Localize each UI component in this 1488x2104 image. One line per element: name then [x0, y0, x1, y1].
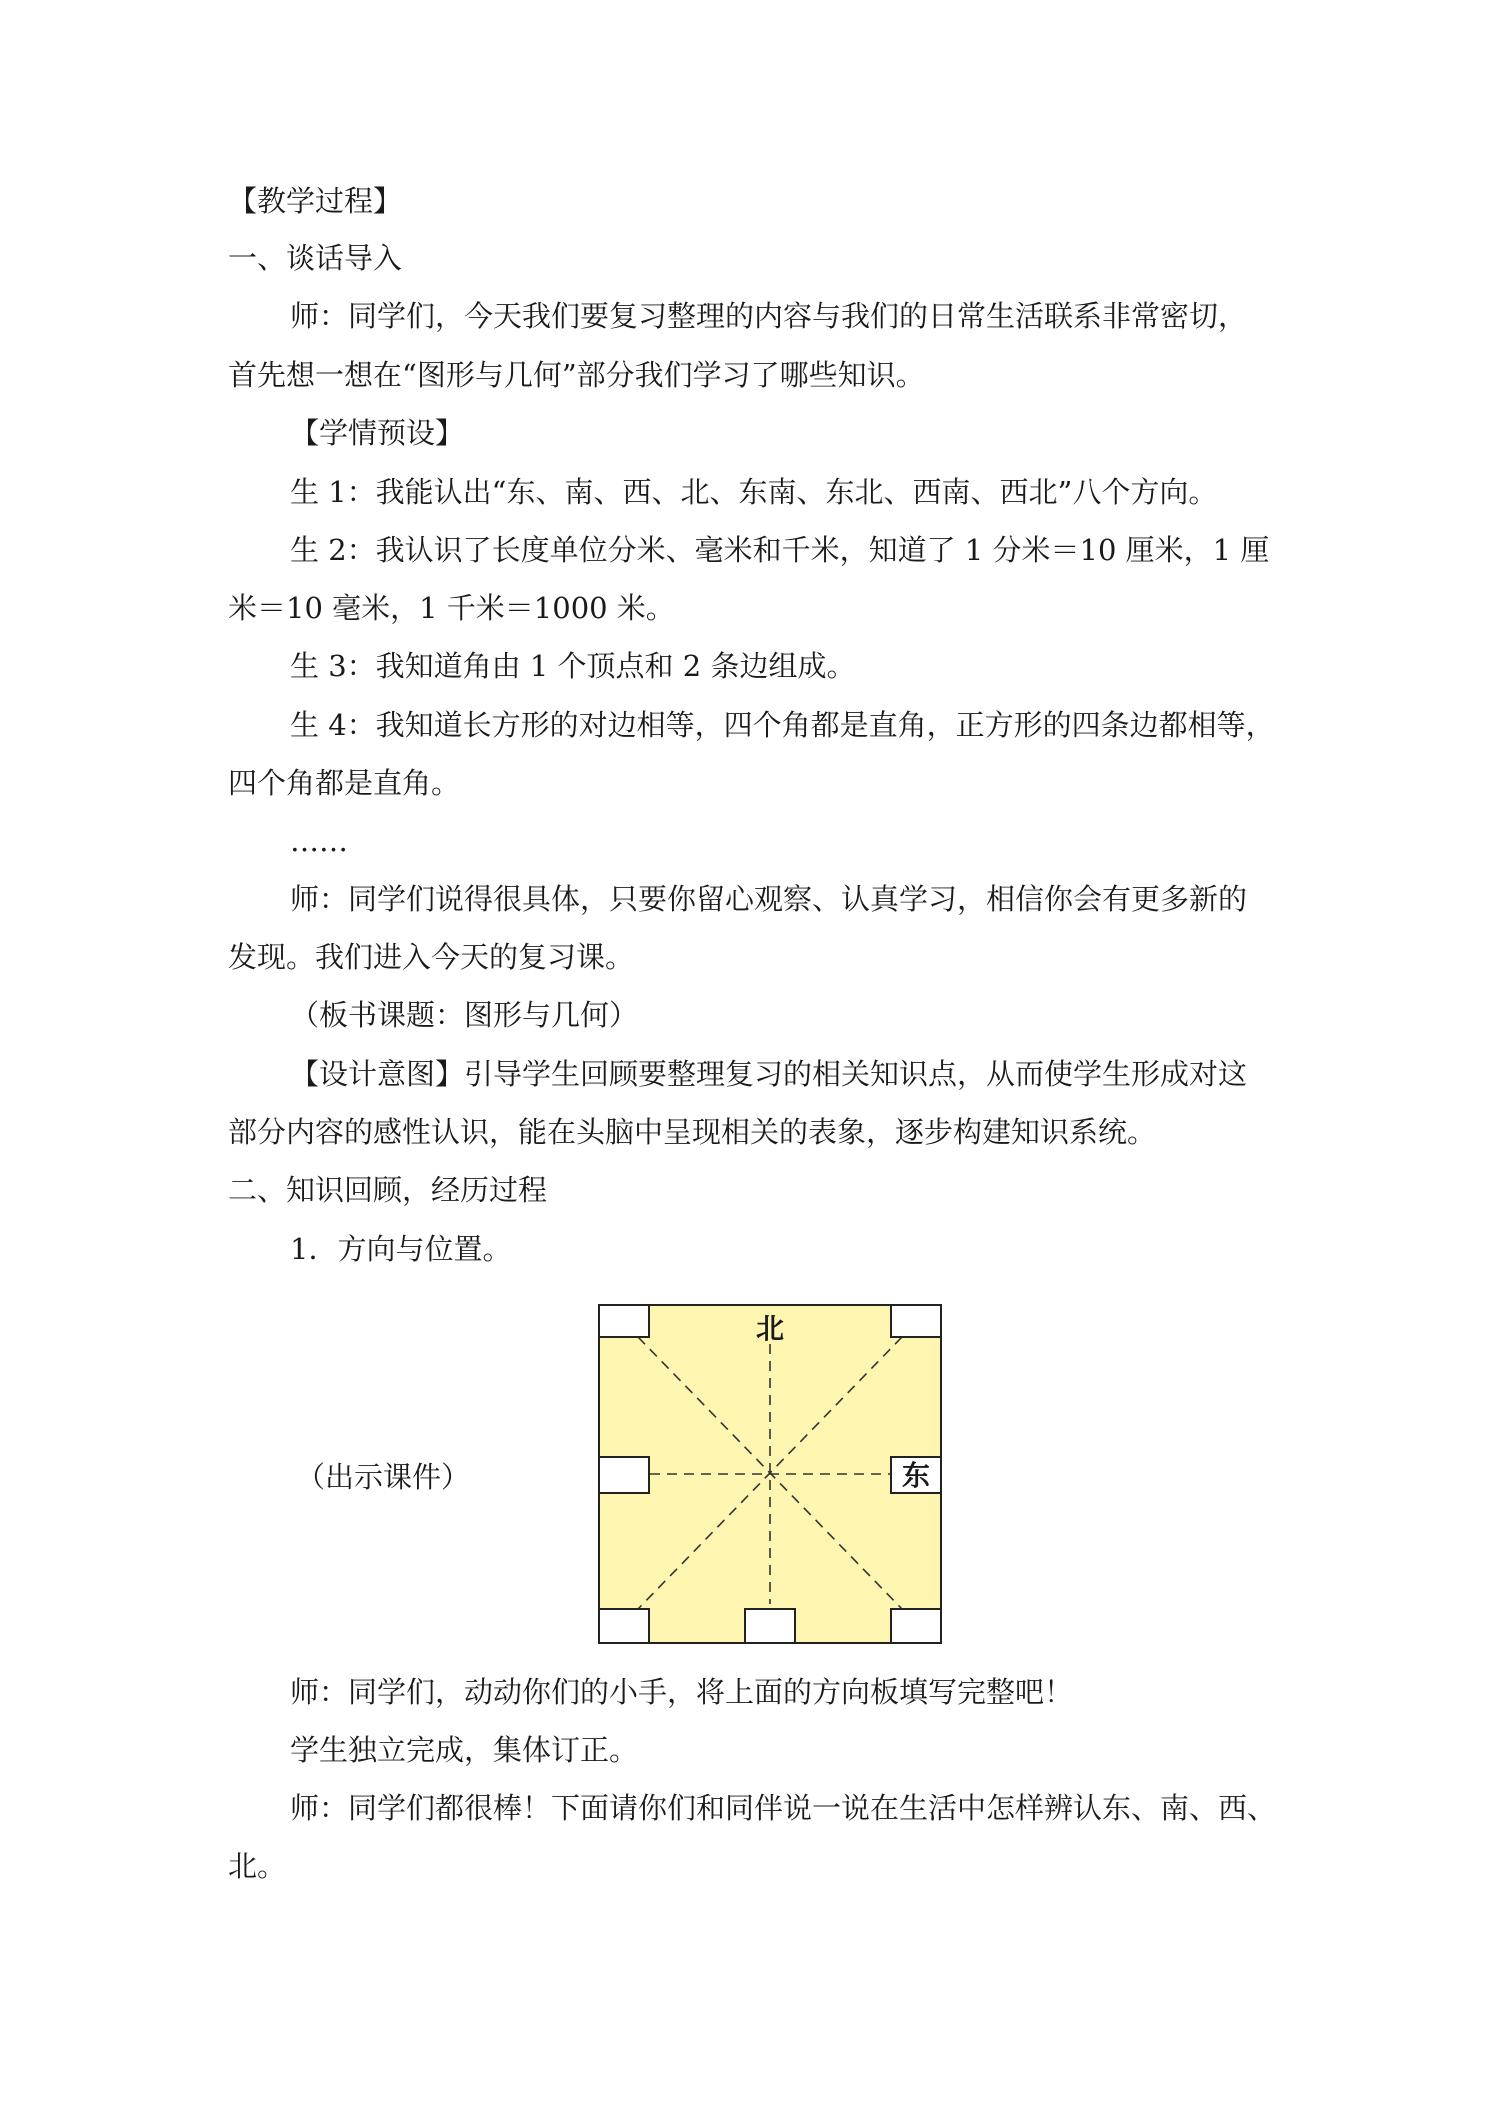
preset-label: 【学情预设】: [290, 416, 465, 450]
design-intent-line-2: 部分内容的感性认识，能在头脑中呈现相关的表象，逐步构建知识系统。: [228, 1115, 1157, 1149]
west-box[interactable]: [599, 1457, 649, 1493]
design-intent-line-1: 【设计意图】引导学生回顾要整理复习的相关知识点，从而使学生形成对这: [290, 1057, 1248, 1091]
student-4-answer-line-1: 生 4：我知道长方形的对边相等，四个角都是直角，正方形的四条边都相等，: [290, 708, 1275, 742]
teacher-intro-line-1: 师：同学们，今天我们要复习整理的内容与我们的日常生活联系非常密切，: [290, 299, 1248, 333]
section-2-title: 二、知识回顾，经历过程: [228, 1173, 548, 1207]
ellipsis: ……: [290, 824, 348, 858]
courseware-label: （出示课件）: [296, 1460, 471, 1494]
student-2-answer-line-2: 米＝10 毫米，1 千米＝1000 米。: [228, 591, 675, 625]
southwest-box[interactable]: [599, 1609, 649, 1643]
teacher-praise-line-2: 北。: [228, 1849, 287, 1883]
student-2-answer-line-1: 生 2：我认识了长度单位分米、毫米和千米，知道了 1 分米＝10 厘米，1 厘: [290, 533, 1270, 567]
south-box[interactable]: [745, 1609, 795, 1643]
teacher-task: 师：同学们，动动你们的小手，将上面的方向板填写完整吧！: [290, 1675, 1074, 1709]
east-label: 东: [901, 1459, 931, 1492]
item-1-direction-position: 1．方向与位置。: [290, 1232, 512, 1266]
section-1-title: 一、谈话导入: [228, 241, 403, 275]
direction-board-figure: [598, 1304, 942, 1644]
teacher-summary-line-1: 师：同学们说得很具体，只要你留心观察、认真学习，相信你会有更多新的: [290, 882, 1248, 916]
student-3-answer: 生 3：我知道角由 1 个顶点和 2 条边组成。: [290, 649, 856, 683]
teacher-praise-line-1: 师：同学们都很棒！下面请你们和同伴说一说在生活中怎样辨认东、南、西、: [290, 1791, 1277, 1825]
teacher-summary-line-2: 发现。我们进入今天的复习课。: [228, 940, 635, 974]
student-4-answer-line-2: 四个角都是直角。: [228, 766, 461, 800]
northwest-box[interactable]: [599, 1305, 649, 1337]
board-title: （板书课题：图形与几何）: [290, 998, 639, 1032]
southeast-box[interactable]: [891, 1609, 941, 1643]
student-1-answer: 生 1：我能认出“东、南、西、北、东南、东北、西南、西北”八个方向。: [290, 475, 1218, 509]
heading-teaching-process: 【教学过程】: [228, 184, 403, 218]
north-label: 北: [755, 1312, 785, 1345]
student-work: 学生独立完成，集体订正。: [290, 1733, 639, 1767]
northeast-box[interactable]: [891, 1305, 941, 1337]
teacher-intro-line-2: 首先想一想在“图形与几何”部分我们学习了哪些知识。: [228, 358, 925, 392]
